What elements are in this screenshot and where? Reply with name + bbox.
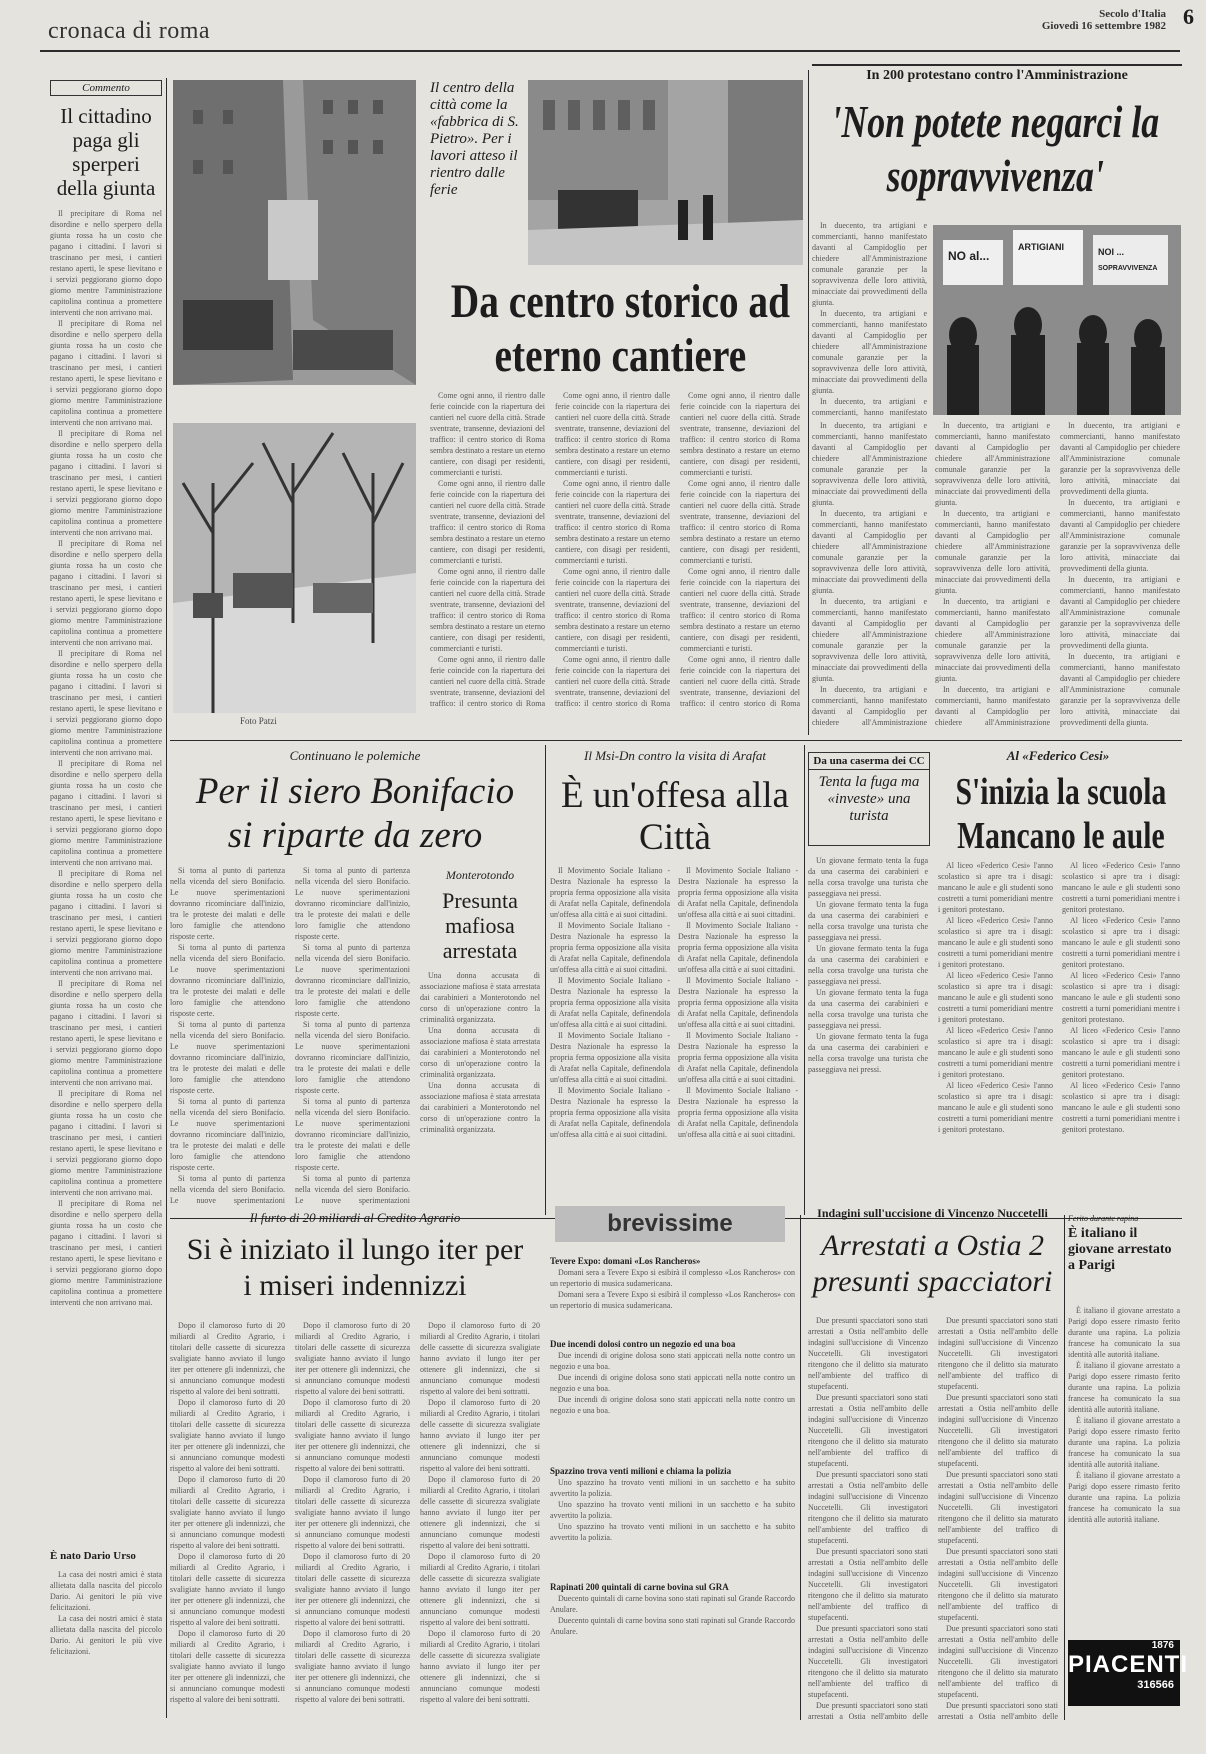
ad-brand: PIACENTI [1068,1651,1189,1678]
scuola-headline-wrap [940,770,1180,860]
brevissime-item [550,1466,795,1576]
parigi-body: È italiano il giovane arrestato a Parigi dopo essere rimasto ferito durante una rapina. La polizia francese ha comunicato la sua identità alle autorità italiane. È italiano il giovane arrestato a Parigi dopo essere rimasto ferito durante una rapina. La polizia francese ha comunicato la sua identità alle autorità italiane. È italiano il giovane arrestato a Parigi dopo essere rimasto ferito durante una rapina. La polizia francese ha comunicato la sua identità alle autorità italiane. È italiano il giovane arrestato a Parigi dopo essere rimasto ferito durante una rapina. La polizia francese ha comunicato la sua identità alle autorità italiane. [1068,1306,1180,1524]
amministrazione-kicker: In 200 protestano contro l'Amministrazione [866,68,1128,83]
commento-label: Commento [50,80,162,96]
amministrazione-body-col3: In duecento, tra artigiani e commercianti, hanno manifestato davanti al Campidoglio per chiedere all'Amministrazione comunale garanzie per la sopravvivenza delle loro attività, minacciate dai provvedimenti della giunta. In duecento, tra artigiani e commercianti, hanno manifestato davanti al Campidoglio per chiedere all'Amministrazione comunale garanzie per la sopravvivenza delle loro attività, minacciate dai provvedimenti della giunta. In duecento, tra artigiani e commercianti, hanno manifestato davanti al Campidoglio per chiedere all'Amministrazione comunale garanzie per la sopravvivenza delle loro attività, minacciate dai provvedimenti della giunta. In duecento, tra artigiani e commercianti, hanno manifestato davanti al Campidoglio per chiedere all'Amministrazione comunale garanzie per la sopravvivenza delle loro attività, minacciate dai provvedimenti della giunta. [1060,421,1180,727]
ostia-body-col1: Due presunti spacciatori sono stati arrestati a Ostia nell'ambito delle indagini sull'uccisione di Vincenzo Nuccetelli. Gli investigatori ritengono che il delitto sia maturato nell'ambiente del traffico di stupefacenti. Due presunti spacciatori sono stati arrestati a Ostia nell'ambito delle indagini sull'uccisione di Vincenzo Nuccetelli. Gli investigatori ritengono che il delitto sia maturato nell'ambiente del traffico di stupefacenti. Due presunti spacciatori sono stati arrestati a Ostia nell'ambito delle indagini sull'uccisione di Vincenzo Nuccetelli. Gli investigatori ritengono che il delitto sia maturato nell'ambiente del traffico di stupefacenti. Due presunti spacciatori sono stati arrestati a Ostia nell'ambito delle indagini sull'uccisione di Vincenzo Nuccetelli. Gli investigatori ritengono che il delitto sia maturato nell'ambiente del traffico di stupefacenti. Due presunti spacciatori sono stati arrestati a Ostia nell'ambito delle indagini sull'uccisione di Vincenzo Nuccetelli. Gli investigatori ritengono che il delitto sia maturato nell'ambiente del traffico di stupefacenti. Due presunti spacciatori sono stati arrestati a Ostia nell'ambito delle [808,1316,928,1720]
amministrazione-body-col2: In duecento, tra artigiani e commercianti, hanno manifestato davanti al Campidoglio per chiedere all'Amministrazione comunale garanzie per la sopravvivenza delle loro attività, minacciate dai provvedimenti della giunta. In duecento, tra artigiani e commercianti, hanno manifestato davanti al Campidoglio per chiedere all'Amministrazione comunale garanzie per la sopravvivenza delle loro attività, minacciate dai provvedimenti della giunta. In duecento, tra artigiani e commercianti, hanno manifestato davanti al Campidoglio per chiedere all'Amministrazione comunale garanzie per la sopravvivenza delle loro attività, minacciate dai provvedimenti della giunta. In duecento, tra artigiani e commercianti, hanno manifestato davanti al Campidoglio per chiedere all'Amministrazione [935,421,1050,727]
cantiere-photo [528,80,803,265]
amministrazione-body-col1: In duecento, tra artigiani e commercianti, hanno manifestato davanti al Campidoglio per chiedere all'Amministrazione comunale garanzie per la sopravvivenza delle loro attività, minacciate dai provvedimenti della giunta. In duecento, tra artigiani e commercianti, hanno manifestato davanti al Campidoglio per chiedere all'Amministrazione comunale garanzie per la sopravvivenza delle loro attività, minacciate dai provvedimenti della giunta. In duecento, tra artigiani e commercianti, hanno manifestato davanti al Campidoglio per chiedere all'Amministrazione comunale garanzie per la sopravvivenza delle loro attività, minacciate dai provvedimenti della giunta. In duecento, tra artigiani e commercianti, hanno manifestato davanti al Campidoglio per chiedere all'Amministrazione [812,421,927,727]
centro-body-col2: Come ogni anno, il rientro dalle ferie coincide con la riapertura dei cantieri nel cuore della città. Strade sventrate, transenne, deviazioni del traffico: il centro storico di Roma sembra destinato a restare un eterno cantiere, con disagi per residenti, commercianti e turisti. Come ogni anno, il rientro dalle ferie coincide con la riapertura dei cantieri nel cuore della città. Strade sventrate, transenne, deviazioni del traffico: il centro storico di Roma sembra destinato a restare un eterno cantiere, con disagi per residenti, commercianti e turisti. Come ogni anno, il rientro dalle ferie coincide con la riapertura dei cantieri nel cuore della città. Strade sventrate, transenne, deviazioni del traffico: il centro storico di Roma sembra destinato a restare un eterno cantiere, con disagi per residenti, commercianti e turisti. Come ogni anno, il rientro dalle ferie coincide con la riapertura dei cantieri nel cuore della città. Strade sventrate, transenne, deviazioni del traffico: il centro storico di Roma [555,391,670,708]
mafiosa-headline: Presunta mafiosa arrestata [442,888,518,963]
amministrazione-top-rule [812,64,1182,66]
protest-sign-3: NOI ... [1098,247,1125,257]
ad-phone: 316566 [1137,1679,1174,1691]
street-photo-1 [173,80,416,385]
arafat-body-col2: Il Movimento Sociale Italiano - Destra Nazionale ha espresso la propria ferma opposizione alla visita di Arafat nella Capitale, definendola un'offesa alla città e ai suoi cittadini. Il Movimento Sociale Italiano - Destra Nazionale ha espresso la propria ferma opposizione alla visita di Arafat nella Capitale, definendola un'offesa alla città e ai suoi cittadini. Il Movimento Sociale Italiano - Destra Nazionale ha espresso la propria ferma opposizione alla visita di Arafat nella Capitale, definendola un'offesa alla città e ai suoi cittadini. Il Movimento Sociale Italiano - Destra Nazionale ha espresso la propria ferma opposizione alla visita di Arafat nella Capitale, definendola un'offesa alla città e ai suoi cittadini. Il Movimento Sociale Italiano - Destra Nazionale ha espresso la propria ferma opposizione alla visita di Arafat nella Capitale, definendola un'offesa alla città e ai suoi cittadini. [678,866,798,1139]
brevissime-item-text: Uno spazzino ha trovato venti milioni in un sacchetto e ha subito avvertito la polizia. Uno spazzino ha trovato venti milioni in un sacchetto e ha subito avvertito la polizia. Uno spazzino ha trovato venti milioni in un sacchetto e ha subito avvertito la polizia. [550,1478,795,1542]
credito-body-col3: Dopo il clamoroso furto di 20 miliardi al Credito Agrario, i titolari delle cassette di sicurezza svaligiate hanno avviato il lungo iter per ottenere gli indennizzi, che si annunciano comunque modesti rispetto al valore dei beni sottratti. Dopo il clamoroso furto di 20 miliardi al Credito Agrario, i titolari delle cassette di sicurezza svaligiate hanno avviato il lungo iter per ottenere gli indennizzi, che si annunciano comunque modesti rispetto al valore dei beni sottratti. Dopo il clamoroso furto di 20 miliardi al Credito Agrario, i titolari delle cassette di sicurezza svaligiate hanno avviato il lungo iter per ottenere gli indennizzi, che si annunciano comunque modesti rispetto al valore dei beni sottratti. Dopo il clamoroso furto di 20 miliardi al Credito Agrario, i titolari delle cassette di sicurezza svaligiate hanno avviato il lungo iter per ottenere gli indennizzi, che si annunciano comunque modesti rispetto al valore dei beni sottratti. Dopo il clamoroso furto di 20 miliardi al Credito Agrario, i titolari delle cassette di sicurezza svaligiate hanno avviato il lungo iter per ottenere gli indennizzi, che si annunciano comunque modesti rispetto al valore dei beni sottratti. [420,1321,540,1704]
caserma-kicker: Da una caserma dei CC [809,753,929,770]
siero-body-col1: Si torna al punto di partenza nella vicenda del siero Bonifacio. Le nuove sperimentazioni dovranno ricominciare dall'inizio, tra le proteste dei malati e delle loro famiglie che attendono risposte certe. Si torna al punto di partenza nella vicenda del siero Bonifacio. Le nuove sperimentazioni dovranno ricominciare dall'inizio, tra le proteste dei malati e delle loro famiglie che attendono risposte certe. Si torna al punto di partenza nella vicenda del siero Bonifacio. Le nuove sperimentazioni dovranno ricominciare dall'inizio, tra le proteste dei malati e delle loro famiglie che attendono risposte certe. Si torna al punto di partenza nella vicenda del siero Bonifacio. Le nuove sperimentazioni dovranno ricominciare dall'inizio, tra le proteste dei malati e delle loro famiglie che attendono risposte certe. Si torna al punto di partenza nella vicenda del siero Bonifacio. Le nuove sperimentazioni [170,866,285,1205]
brevissime-item-title: Rapinati 200 quintali di carne bovina sul GRA [550,1582,729,1592]
credito-headline: Si è iniziato il lungo iter per i miseri indennizzi [186,1233,524,1302]
parigi-headline: È italiano il giovane arrestato a Parigi [1068,1226,1172,1273]
scuola-headline: S'inizia la scuola Mancano le aule [955,771,1167,857]
siero-kicker: Continuano le polemiche [289,748,421,763]
centro-headline: Da centro storico ad eterno cantiere [450,275,791,382]
dateline [1042,8,1166,32]
column-rule [804,745,805,1215]
brevissime-item-text: Duecento quintali di carne bovina sono stati rapinati sul Grande Raccordo Anulare. Duecento quintali di carne bovina sono stati rapinati sul Grande Raccordo Anulare. [550,1594,795,1636]
brevissime-item-text: Due incendi di origine dolosa sono stati appiccati nella notte contro un negozio e una boa. Due incendi di origine dolosa sono stati appiccati nella notte contro un negozio e una boa. Due incendi di origine dolosa sono stati appiccati nella notte contro un negozio e una boa. [550,1351,795,1415]
header-rule [40,50,1180,52]
newspaper-name: Secolo d'Italia [1099,8,1166,20]
amministrazione-body-top: In duecento, tra artigiani e commercianti, hanno manifestato davanti al Campidoglio per chiedere all'Amministrazione comunale garanzie per la sopravvivenza delle loro attività, minacciate dai provvedimenti della giunta. In duecento, tra artigiani e commercianti, hanno manifestato davanti al Campidoglio per chiedere all'Amministrazione comunale garanzie per la sopravvivenza delle loro attività, minacciate dai provvedimenti della giunta. In duecento, tra artigiani e commercianti, hanno manifestato [812,221,927,417]
brevissime-item [550,1339,795,1460]
brevissime-item-title: Due incendi dolosi contro un negozio ed una boa [550,1339,736,1349]
protest-sign-1: NO al... [948,249,990,263]
arafat-body-col1: Il Movimento Sociale Italiano - Destra Nazionale ha espresso la propria ferma opposizione alla visita di Arafat nella Capitale, definendola un'offesa alla città e ai suoi cittadini. Il Movimento Sociale Italiano - Destra Nazionale ha espresso la propria ferma opposizione alla visita di Arafat nella Capitale, definendola un'offesa alla città e ai suoi cittadini. Il Movimento Sociale Italiano - Destra Nazionale ha espresso la propria ferma opposizione alla visita di Arafat nella Capitale, definendola un'offesa alla città e ai suoi cittadini. Il Movimento Sociale Italiano - Destra Nazionale ha espresso la propria ferma opposizione alla visita di Arafat nella Capitale, definendola un'offesa alla città e ai suoi cittadini. Il Movimento Sociale Italiano - Destra Nazionale ha espresso la propria ferma opposizione alla visita di Arafat nella Capitale, definendola un'offesa alla città e ai suoi cittadini. [550,866,670,1139]
centro-kicker: Il centro della città come la «fabbrica di S. Pietro». Per i lavori atteso il rientro dalle ferie [430,80,519,198]
brevissime-item-text: Domani sera a Tevere Expo si esibirà il complesso «Los Rancheros» con un repertorio di musica sudamericana. Domani sera a Tevere Expo si esibirà il complesso «Los Rancheros» con un repertorio di musica sudamericana. [550,1268,795,1310]
scuola-kicker: Al «Federico Cesi» [1006,748,1110,763]
amministrazione-headline: 'Non potete negarci la sopravvivenza' [831,96,1160,201]
piacenti-ad [1068,1640,1189,1706]
brevissime-item [550,1256,795,1333]
parigi-kicker: Ferito durante rapina [1068,1214,1139,1223]
photo-credit: Foto Patzi [240,716,277,726]
arafat-headline: È un'offesa alla Città [561,775,789,858]
brevissime-list [550,1250,795,1720]
brevissime-title: brevissime [555,1206,785,1242]
brevissime-item [550,1582,795,1673]
commento-article [50,80,162,1738]
issue-date: Giovedì 16 settembre 1982 [1041,20,1166,32]
siero-headline: Per il siero Bonifacio si riparte da zero [195,771,515,856]
commento-headline: Il cittadino paga gli sperperi della giunta [56,104,156,200]
siero-body-col2: Si torna al punto di partenza nella vicenda del siero Bonifacio. Le nuove sperimentazioni dovranno ricominciare dall'inizio, tra le proteste dei malati e delle loro famiglie che attendono risposte certe. Si torna al punto di partenza nella vicenda del siero Bonifacio. Le nuove sperimentazioni dovranno ricominciare dall'inizio, tra le proteste dei malati e delle loro famiglie che attendono risposte certe. Si torna al punto di partenza nella vicenda del siero Bonifacio. Le nuove sperimentazioni dovranno ricominciare dall'inizio, tra le proteste dei malati e delle loro famiglie che attendono risposte certe. Si torna al punto di partenza nella vicenda del siero Bonifacio. Le nuove sperimentazioni dovranno ricominciare dall'inizio, tra le proteste dei malati e delle loro famiglie che attendono risposte certe. Si torna al punto di partenza nella vicenda del siero Bonifacio. Le nuove sperimentazioni [295,866,410,1205]
column-rule [808,70,809,735]
mafiosa-kicker: Monterotondo [445,868,515,882]
column-rule [800,1215,801,1720]
brevissime-item-title: Tevere Expo: domani «Los Rancheros» [550,1256,701,1266]
nato-article [50,1550,162,1679]
protest-sign-4: SOPRAVVIVENZA [1098,265,1158,272]
protest-sign-2: ARTIGIANI [1018,242,1064,252]
section-title: cronaca di roma [48,18,211,44]
protest-photo [933,225,1181,415]
centro-body-col3: Come ogni anno, il rientro dalle ferie coincide con la riapertura dei cantieri nel cuore della città. Strade sventrate, transenne, deviazioni del traffico: il centro storico di Roma sembra destinato a restare un eterno cantiere, con disagi per residenti, commercianti e turisti. Come ogni anno, il rientro dalle ferie coincide con la riapertura dei cantieri nel cuore della città. Strade sventrate, transenne, deviazioni del traffico: il centro storico di Roma sembra destinato a restare un eterno cantiere, con disagi per residenti, commercianti e turisti. Come ogni anno, il rientro dalle ferie coincide con la riapertura dei cantieri nel cuore della città. Strade sventrate, transenne, deviazioni del traffico: il centro storico di Roma sembra destinato a restare un eterno cantiere, con disagi per residenti, commercianti e turisti. Come ogni anno, il rientro dalle ferie coincide con la riapertura dei cantieri nel cuore della città. Strade sventrate, transenne, deviazioni del traffico: il centro storico di Roma [680,391,800,708]
column-rule [166,78,167,1718]
commento-body: Il precipitare di Roma nel disordine e nello sperpero della giunta rossa ha un costo che pagano i cittadini. I lavori si trascinano per mesi, i cantieri restano aperti, le spese lievitano e i servizi peggiorano giorno dopo giorno mentre l'amministrazione capitolina continua a promettere interventi che non arrivano mai. Il precipitare di Roma nel disordine e nello sperpero della giunta rossa ha un costo che pagano i cittadini. I lavori si trascinano per mesi, i cantieri restano aperti, le spese lievitano e i servizi peggiorano giorno dopo giorno mentre l'amministrazione capitolina continua a promettere interventi che non arrivano mai. Il precipitare di Roma nel disordine e nello sperpero della giunta rossa ha un costo che pagano i cittadini. I lavori si trascinano per mesi, i cantieri restano aperti, le spese lievitano e i servizi peggiorano giorno dopo giorno mentre l'amministrazione capitolina continua a promettere interventi che non arrivano mai. Il precipitare di Roma nel disordine e nello sperpero della giunta rossa ha un costo che pagano i cittadini. I lavori si trascinano per mesi, i cantieri restano aperti, le spese lievitano e i servizi peggiorano giorno dopo giorno mentre l'amministrazione capitolina continua a promettere interventi che non arrivano mai. Il precipitare di Roma nel disordine e nello sperpero della giunta rossa ha un costo che pagano i cittadini. I lavori si trascinano per mesi, i cantieri restano aperti, le spese lievitano e i servizi peggiorano giorno dopo giorno mentre l'amministrazione capitolina continua a promettere interventi che non arrivano mai. Il precipitare di Roma nel disordine e nello sperpero della giunta rossa ha un costo che pagano i cittadini. I lavori si trascinano per mesi, i cantieri restano aperti, le spese lievitano e i servizi peggiorano giorno dopo giorno mentre l'amministrazione capitolina continua a promettere interventi che non arrivano mai. Il precipitare di Roma nel disordine e nello sperpero della giunta rossa ha un costo che pagano i cittadini. I lavori si trascinano per mesi, i cantieri restano aperti, le spese lievitano e i servizi peggiorano giorno dopo giorno mentre l'amministrazione capitolina continua a promettere interventi che non arrivano mai. Il precipitare di Roma nel disordine e nello sperpero della giunta rossa ha un costo che pagano i cittadini. I lavori si trascinano per mesi, i cantieri restano aperti, le spese lievitano e i servizi peggiorano giorno dopo giorno mentre l'amministrazione capitolina continua a promettere interventi che non arrivano mai. Il precipitare di Roma nel disordine e nello sperpero della giunta rossa ha un costo che pagano i cittadini. I lavori si trascinano per mesi, i cantieri restano aperti, le spese lievitano e i servizi peggiorano giorno dopo giorno mentre l'amministrazione capitolina continua a promettere interventi che non arrivano mai. Il precipitare di Roma nel disordine e nello sperpero della giunta rossa ha un costo che pagano i cittadini. I lavori si trascinano per mesi, i cantieri restano aperti, le spese lievitano e i servizi peggiorano giorno dopo giorno mentre l'amministrazione capitolina continua a promettere interventi che non arrivano mai. [50,209,162,1307]
ostia-body-col2: Due presunti spacciatori sono stati arrestati a Ostia nell'ambito delle indagini sull'uccisione di Vincenzo Nuccetelli. Gli investigatori ritengono che il delitto sia maturato nell'ambiente del traffico di stupefacenti. Due presunti spacciatori sono stati arrestati a Ostia nell'ambito delle indagini sull'uccisione di Vincenzo Nuccetelli. Gli investigatori ritengono che il delitto sia maturato nell'ambiente del traffico di stupefacenti. Due presunti spacciatori sono stati arrestati a Ostia nell'ambito delle indagini sull'uccisione di Vincenzo Nuccetelli. Gli investigatori ritengono che il delitto sia maturato nell'ambiente del traffico di stupefacenti. Due presunti spacciatori sono stati arrestati a Ostia nell'ambito delle indagini sull'uccisione di Vincenzo Nuccetelli. Gli investigatori ritengono che il delitto sia maturato nell'ambiente del traffico di stupefacenti. Due presunti spacciatori sono stati arrestati a Ostia nell'ambito delle indagini sull'uccisione di Vincenzo Nuccetelli. Gli investigatori ritengono che il delitto sia maturato nell'ambiente del traffico di stupefacenti. Due presunti spacciatori sono stati arrestati a Ostia nell'ambito delle [938,1316,1058,1720]
amministrazione-headline-wrap [812,95,1182,215]
middle-band-rule [170,740,1182,741]
ostia-kicker: Indagini sull'uccisione di Vincenzo Nuccetelli [817,1206,1048,1220]
column-rule [545,745,546,1215]
page-number: 6 [1183,4,1194,29]
caserma-headline: Tenta la fuga ma «investe» una turista [818,774,920,824]
street-photo-2 [173,423,416,713]
credito-body-col2: Dopo il clamoroso furto di 20 miliardi al Credito Agrario, i titolari delle cassette di sicurezza svaligiate hanno avviato il lungo iter per ottenere gli indennizzi, che si annunciano comunque modesti rispetto al valore dei beni sottratti. Dopo il clamoroso furto di 20 miliardi al Credito Agrario, i titolari delle cassette di sicurezza svaligiate hanno avviato il lungo iter per ottenere gli indennizzi, che si annunciano comunque modesti rispetto al valore dei beni sottratti. Dopo il clamoroso furto di 20 miliardi al Credito Agrario, i titolari delle cassette di sicurezza svaligiate hanno avviato il lungo iter per ottenere gli indennizzi, che si annunciano comunque modesti rispetto al valore dei beni sottratti. Dopo il clamoroso furto di 20 miliardi al Credito Agrario, i titolari delle cassette di sicurezza svaligiate hanno avviato il lungo iter per ottenere gli indennizzi, che si annunciano comunque modesti rispetto al valore dei beni sottratti. Dopo il clamoroso furto di 20 miliardi al Credito Agrario, i titolari delle cassette di sicurezza svaligiate hanno avviato il lungo iter per ottenere gli indennizzi, che si annunciano comunque modesti rispetto al valore dei beni sottratti. [295,1321,410,1704]
scuola-body-col1: Al liceo «Federico Cesi» l'anno scolastico si apre tra i disagi: mancano le aule e gli studenti sono costretti a turni pomeridiani mentre i genitori protestano. Al liceo «Federico Cesi» l'anno scolastico si apre tra i disagi: mancano le aule e gli studenti sono costretti a turni pomeridiani mentre i genitori protestano. Al liceo «Federico Cesi» l'anno scolastico si apre tra i disagi: mancano le aule e gli studenti sono costretti a turni pomeridiani mentre i genitori protestano. Al liceo «Federico Cesi» l'anno scolastico si apre tra i disagi: mancano le aule e gli studenti sono costretti a turni pomeridiani mentre i genitori protestano. Al liceo «Federico Cesi» l'anno scolastico si apre tra i disagi: mancano le aule e gli studenti sono costretti a turni pomeridiani mentre i genitori protestano. [938,861,1053,1134]
nato-body: La casa dei nostri amici è stata allietata dalla nascita del piccolo Dario. Ai genitori le più vive felicitazioni. La casa dei nostri amici è stata allietata dalla nascita del piccolo Dario. Ai genitori le più vive felicitazioni. [50,1570,162,1656]
centro-headline-wrap [440,275,800,385]
caserma-box [808,752,930,846]
nato-headline: È nato Dario Urso [50,1550,136,1562]
ad-year: 1876 [1151,1640,1174,1651]
brevissime-item-title: Spazzino trova venti milioni e chiama la polizia [550,1466,732,1476]
scuola-body-col2: Al liceo «Federico Cesi» l'anno scolastico si apre tra i disagi: mancano le aule e gli studenti sono costretti a turni pomeridiani mentre i genitori protestano. Al liceo «Federico Cesi» l'anno scolastico si apre tra i disagi: mancano le aule e gli studenti sono costretti a turni pomeridiani mentre i genitori protestano. Al liceo «Federico Cesi» l'anno scolastico si apre tra i disagi: mancano le aule e gli studenti sono costretti a turni pomeridiani mentre i genitori protestano. Al liceo «Federico Cesi» l'anno scolastico si apre tra i disagi: mancano le aule e gli studenti sono costretti a turni pomeridiani mentre i genitori protestano. Al liceo «Federico Cesi» l'anno scolastico si apre tra i disagi: mancano le aule e gli studenti sono costretti a turni pomeridiani mentre i genitori protestano. [1062,861,1180,1134]
credito-body-col1: Dopo il clamoroso furto di 20 miliardi al Credito Agrario, i titolari delle cassette di sicurezza svaligiate hanno avviato il lungo iter per ottenere gli indennizzi, che si annunciano comunque modesti rispetto al valore dei beni sottratti. Dopo il clamoroso furto di 20 miliardi al Credito Agrario, i titolari delle cassette di sicurezza svaligiate hanno avviato il lungo iter per ottenere gli indennizzi, che si annunciano comunque modesti rispetto al valore dei beni sottratti. Dopo il clamoroso furto di 20 miliardi al Credito Agrario, i titolari delle cassette di sicurezza svaligiate hanno avviato il lungo iter per ottenere gli indennizzi, che si annunciano comunque modesti rispetto al valore dei beni sottratti. Dopo il clamoroso furto di 20 miliardi al Credito Agrario, i titolari delle cassette di sicurezza svaligiate hanno avviato il lungo iter per ottenere gli indennizzi, che si annunciano comunque modesti rispetto al valore dei beni sottratti. Dopo il clamoroso furto di 20 miliardi al Credito Agrario, i titolari delle cassette di sicurezza svaligiate hanno avviato il lungo iter per ottenere gli indennizzi, che si annunciano comunque modesti rispetto al valore dei beni sottratti. [170,1321,285,1704]
caserma-body: Un giovane fermato tenta la fuga da una caserma dei carabinieri e nella corsa travolge una turista che passeggiava nei pressi. Un giovane fermato tenta la fuga da una caserma dei carabinieri e nella corsa travolge una turista che passeggiava nei pressi. Un giovane fermato tenta la fuga da una caserma dei carabinieri e nella corsa travolge una turista che passeggiava nei pressi. Un giovane fermato tenta la fuga da una caserma dei carabinieri e nella corsa travolge una turista che passeggiava nei pressi. Un giovane fermato tenta la fuga da una caserma dei carabinieri e nella corsa travolge una turista che passeggiava nei pressi. [808,856,928,1074]
arafat-kicker: Il Msi-Dn contro la visita di Arafat [584,748,766,763]
centro-body-col1: Come ogni anno, il rientro dalle ferie coincide con la riapertura dei cantieri nel cuore della città. Strade sventrate, transenne, deviazioni del traffico: il centro storico di Roma sembra destinato a restare un eterno cantiere, con disagi per residenti, commercianti e turisti. Come ogni anno, il rientro dalle ferie coincide con la riapertura dei cantieri nel cuore della città. Strade sventrate, transenne, deviazioni del traffico: il centro storico di Roma sembra destinato a restare un eterno cantiere, con disagi per residenti, commercianti e turisti. Come ogni anno, il rientro dalle ferie coincide con la riapertura dei cantieri nel cuore della città. Strade sventrate, transenne, deviazioni del traffico: il centro storico di Roma sembra destinato a restare un eterno cantiere, con disagi per residenti, commercianti e turisti. Come ogni anno, il rientro dalle ferie coincide con la riapertura dei cantieri nel cuore della città. Strade sventrate, transenne, deviazioni del traffico: il centro storico di Roma [430,391,545,708]
column-rule [1064,1215,1065,1720]
credito-kicker: Il furto di 20 miliardi al Credito Agrario [249,1210,461,1225]
ostia-headline: Arrestati a Ostia 2 presunti spacciatori [812,1229,1053,1298]
mafiosa-body: Una donna accusata di associazione mafiosa è stata arrestata dai carabinieri a Monterotondo nel corso di un'operazione contro la criminalità organizzata. Una donna accusata di associazione mafiosa è stata arrestata dai carabinieri a Monterotondo nel corso di un'operazione contro la criminalità organizzata. Una donna accusata di associazione mafiosa è stata arrestata dai carabinieri a Monterotondo nel corso di un'operazione contro la criminalità organizzata. [420,971,540,1134]
